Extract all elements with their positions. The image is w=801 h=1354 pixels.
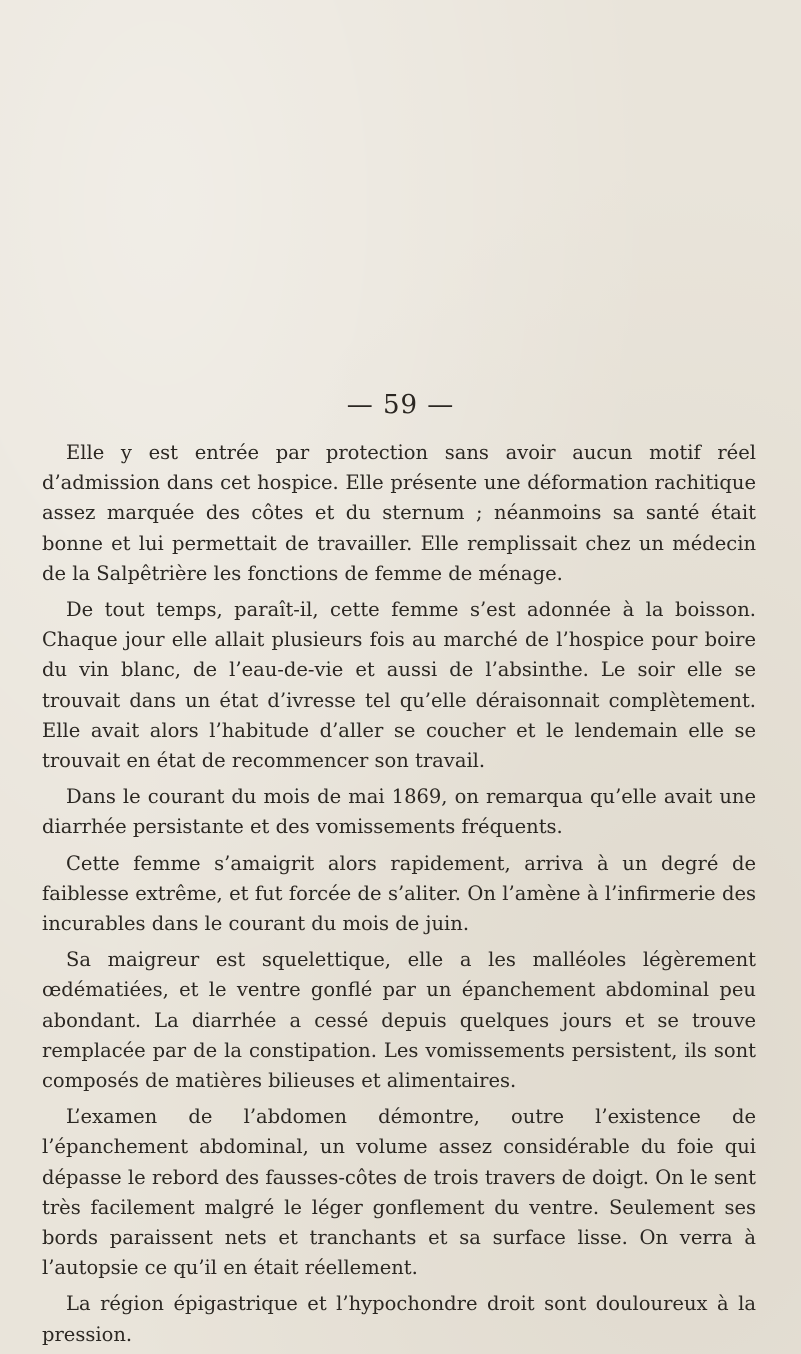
paragraph-admission: Elle y est entrée par protection sans avoir aucun motif réel d’admission dans cet hospice. Elle présente une déformation rachitique assez marquée des côtes et du sternum ; néanmoins sa santé était bonne et lui permettait de travailler. Elle remplissait chez un médecin de la Salpêtrière les fonctions de femme de ménage. (42, 441, 756, 585)
paragraph-emaciation: Sa maigreur est squelettique, elle a les malléoles légèrement œdématiées, et le ventre gonflé par un épanchement abdominal peu abondant. La diarrhée a cessé depuis quelques jours et se trouve remplacée par de la constipation. Les vomissements persistent, ils sont composés de matières bilieuses et alimentaires. (42, 948, 756, 1093)
paragraph-abdomen-exam: L’examen de l’abdomen démontre, outre l’existence de l’épanchement abdominal, un volume assez considérable du foie qui dépasse le rebord des fausses-côtes de trois travers de doigt. On le sent très facilement malgré le léger gonflement du ventre. Seulement ses bords paraissent nets et tranchants et sa surface lisse. On verra à l’autopsie ce qu’il en était réellement. (42, 1105, 756, 1280)
page-number: — 59 — (346, 390, 455, 420)
paragraph-epigastric-pain: La région épigastrique et l’hypochondre droit sont douloureux à la pression. (42, 1292, 756, 1346)
paragraph-weakness: Cette femme s’amaigrit alors rapidement, arriva à un degré de faiblesse extrême, et fut forcée de s’aliter. On l’amène à l’infirmerie des incurables dans le courant du mois de juin. (42, 851, 756, 936)
body-text (42, 438, 756, 1350)
paragraph-diarrhea-onset: Dans le courant du mois de mai 1869, on remarqua qu’elle avait une diarrhée persistante et des vomissements fréquents. (42, 785, 756, 839)
paragraph-drinking-habit: De tout temps, paraît-il, cette femme s’est adonnée à la boisson. Chaque jour elle allait plusieurs fois au marché de l’hospice pour boire du vin blanc, de l’eau-de-vie et aussi de l’absinthe. Le soir elle se trouvait dans un état d’ivresse tel qu’elle déraisonnait complètement. Elle avait alors l’habitude d’aller se coucher et le lendemain elle se trouvait en état de recommencer son travail. (42, 598, 756, 773)
